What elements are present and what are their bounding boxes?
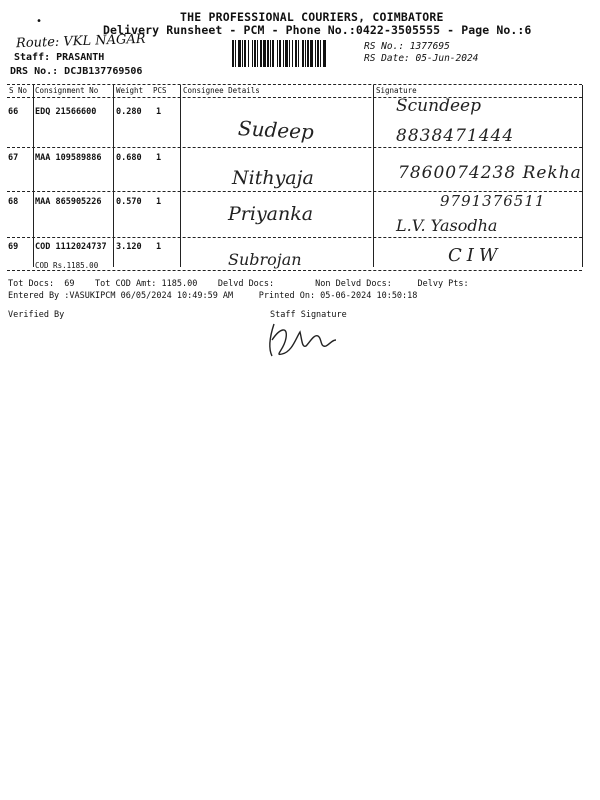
row-pcs: 1 bbox=[156, 107, 162, 117]
drs-number: DRS No.: DCJB137769506 bbox=[10, 66, 143, 77]
row-consignment: EDQ 21566600 bbox=[35, 107, 97, 117]
receiver-signature: CIW bbox=[448, 245, 503, 266]
document-title: THE PROFESSIONAL COURIERS, COIMBATORE bbox=[180, 10, 444, 24]
non-delivered-docs: Non Delvd Docs: bbox=[315, 279, 392, 289]
table-top-rule bbox=[7, 84, 582, 85]
row-consignment: MAA 109589886 bbox=[35, 153, 102, 163]
divider bbox=[113, 85, 114, 267]
row-consignment: COD 1112024737 bbox=[35, 242, 107, 252]
entered-by: Entered By :VASUKIPCM 06/05/2024 10:49:59 AM bbox=[8, 291, 234, 301]
row-weight: 0.680 bbox=[116, 153, 142, 163]
receiver-signature: L.V. Yasodha bbox=[396, 216, 498, 235]
row-sno: 69 bbox=[8, 242, 19, 252]
col-header-consignment: Consignment No bbox=[35, 86, 99, 95]
row-pcs: 1 bbox=[156, 242, 162, 252]
receiver-signature: 7860074238 Rekha bbox=[398, 163, 582, 183]
col-header-signature: Signature bbox=[376, 86, 417, 95]
consignee-signature: Nithyaja bbox=[232, 167, 314, 189]
staff-signature-mark bbox=[262, 318, 342, 360]
row-weight: 3.120 bbox=[116, 242, 142, 252]
row-consignment: MAA 865905226 bbox=[35, 197, 102, 207]
row-rule bbox=[7, 147, 582, 148]
row-sno: 67 bbox=[8, 153, 19, 163]
col-header-sno: S No bbox=[9, 86, 28, 95]
divider bbox=[373, 85, 374, 267]
row-weight: 0.570 bbox=[116, 197, 142, 207]
divider bbox=[180, 85, 181, 267]
printed-on: Printed On: 05-06-2024 10:50:18 bbox=[258, 291, 418, 301]
col-header-pcs: PCS bbox=[153, 86, 167, 95]
col-header-consignee: Consignee Details bbox=[183, 86, 260, 95]
staff-label: Staff: PRASANTH bbox=[14, 52, 105, 63]
route-label: Route: VKL NAGAR bbox=[15, 31, 146, 52]
receiver-phone: 9791376511 bbox=[440, 192, 546, 210]
divider bbox=[582, 85, 583, 267]
barcode-image bbox=[232, 40, 358, 67]
runsheet-subtitle: Delivery Runsheet - PCM - Phone No.:0422-3505555 - Page No.:6 bbox=[103, 23, 532, 37]
row-weight: 0.280 bbox=[116, 107, 142, 117]
cod-amount-note: COD Rs.1185.00 bbox=[35, 261, 99, 270]
entry-line bbox=[8, 291, 417, 301]
table-header-rule bbox=[7, 97, 582, 98]
totals-line bbox=[8, 279, 469, 289]
divider bbox=[33, 85, 34, 267]
rs-number: RS No.: 1377695 bbox=[364, 41, 450, 52]
delivered-docs: Delvd Docs: bbox=[217, 279, 275, 289]
row-sno: 68 bbox=[8, 197, 19, 207]
receiver-signature: Scundeep bbox=[396, 96, 481, 116]
row-rule bbox=[7, 237, 582, 238]
total-cod-amount: Tot COD Amt: 1185.00 bbox=[95, 279, 198, 289]
delivery-points: Delvy Pts: bbox=[417, 279, 469, 289]
table-bottom-rule bbox=[7, 270, 582, 271]
receiver-phone: 8838471444 bbox=[396, 126, 515, 146]
staff-signature-label: Staff Signature bbox=[270, 310, 347, 320]
row-pcs: 1 bbox=[156, 197, 162, 207]
col-header-weight: Weight bbox=[116, 86, 144, 95]
consignee-signature: Sudeep bbox=[237, 116, 315, 144]
row-pcs: 1 bbox=[156, 153, 162, 163]
consignee-signature: Subrojan bbox=[228, 250, 302, 269]
total-docs: Tot Docs: 69 bbox=[8, 279, 75, 289]
mark-dot: • bbox=[36, 16, 43, 27]
consignee-signature: Priyanka bbox=[228, 203, 314, 225]
rs-date: RS Date: 05-Jun-2024 bbox=[364, 53, 479, 64]
verified-by-label: Verified By bbox=[8, 310, 65, 320]
row-sno: 66 bbox=[8, 107, 19, 117]
